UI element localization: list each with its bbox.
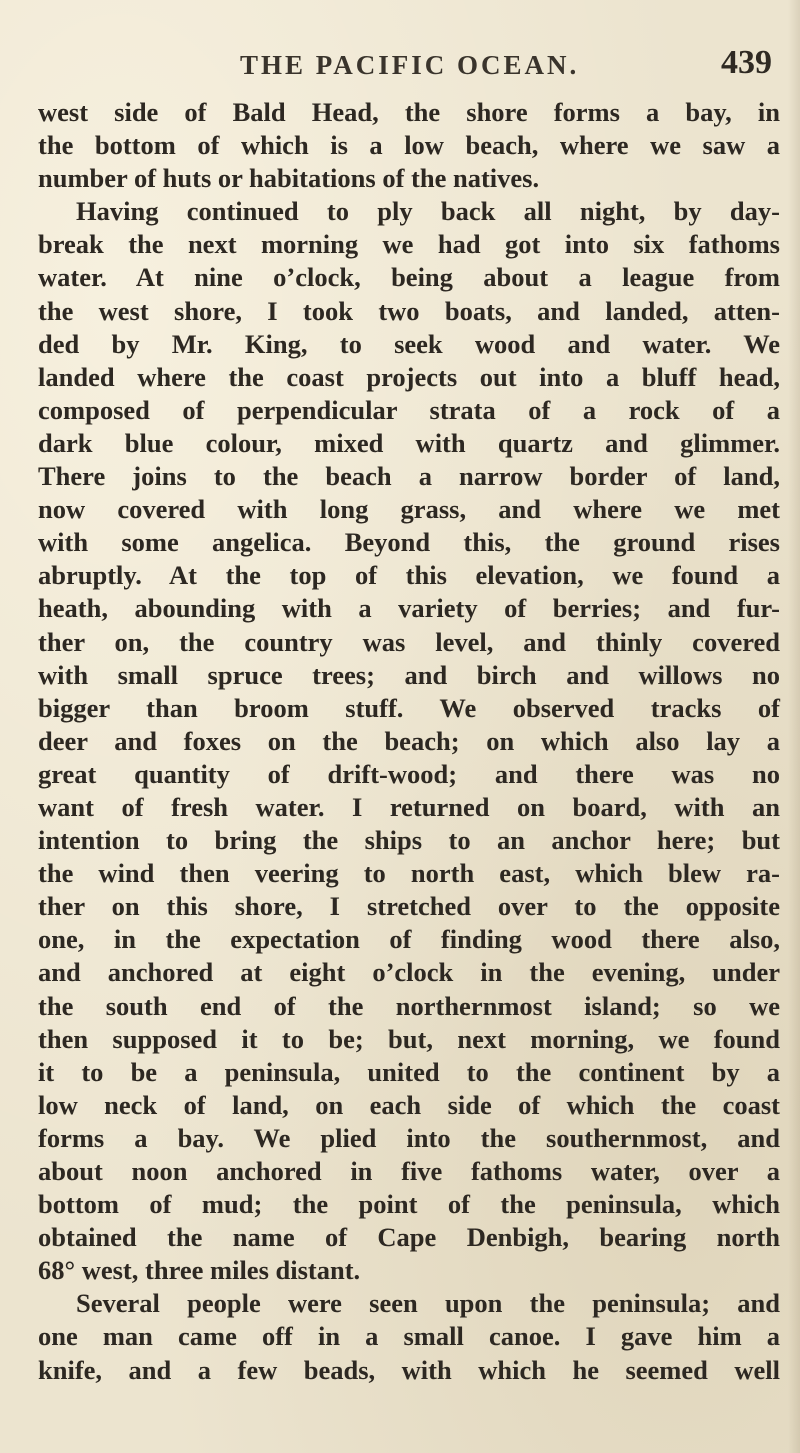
running-title: THE PACIFIC OCEAN. [240, 50, 580, 80]
text-line: the south end of the northernmost island; so we [38, 990, 780, 1021]
page-number: 439 [721, 44, 772, 81]
body-text [38, 96, 780, 1387]
text-line: the wind then veering to north east, which blew ra- [38, 858, 780, 889]
text-line: obtained the name of Cape Denbigh, bearing north [38, 1222, 780, 1253]
text-line: ded by Mr. King, to seek wood and water. We [38, 328, 780, 359]
text-line: dark blue colour, mixed with quartz and glimmer. [38, 427, 780, 458]
text-line: Several people were seen upon the peninsula; and [76, 1288, 780, 1319]
text-line: about noon anchored in five fathoms water, over a [38, 1156, 780, 1186]
text-line: 68° west, three miles distant. [38, 1255, 361, 1286]
text-line: now covered with long grass, and where we met [38, 494, 780, 525]
text-line: heath, abounding with a variety of berries; and fur- [38, 593, 780, 624]
text-line: low neck of land, on each side of which the coast [38, 1089, 780, 1120]
text-line: number of huts or habitations of the natives. [38, 163, 540, 194]
text-line: and anchored at eight o’clock in the evening, under [38, 957, 780, 988]
text-line: break the next morning we had got into six fathoms [38, 229, 780, 260]
text-line: water. At nine o’clock, being about a league from [38, 262, 780, 293]
text-line: composed of perpendicular strata of a rock of a [38, 394, 780, 425]
text-line: with small spruce trees; and birch and willows no [38, 659, 780, 690]
running-head [40, 44, 780, 94]
text-line: Having continued to ply back all night, by day- [76, 196, 780, 227]
text-line: great quantity of drift-wood; and there was no [38, 758, 780, 789]
text-line: ther on, the country was level, and thinly covered [38, 626, 780, 657]
text-line: it to be a peninsula, united to the continent by a [38, 1056, 780, 1087]
text-line: the west shore, I took two boats, and landed, atten- [38, 295, 780, 326]
text-line: west side of Bald Head, the shore forms a bay, in [38, 97, 780, 127]
text-line: deer and foxes on the beach; on which also lay a [38, 725, 780, 756]
text-line: bigger than broom stuff. We observed tracks of [38, 692, 780, 723]
text-line: then supposed it to be; but, next morning, we found [38, 1023, 780, 1054]
text-line: bottom of mud; the point of the peninsula, which [38, 1189, 780, 1220]
text-line: forms a bay. We plied into the southernmost, and [38, 1122, 780, 1153]
page-edge-shadow [788, 0, 800, 1453]
text-line: with some angelica. Beyond this, the ground rises [38, 527, 780, 558]
text-line: ther on this shore, I stretched over to the opposite [38, 891, 780, 922]
text-line: abruptly. At the top of this elevation, we found a [38, 560, 780, 591]
text-line: intention to bring the ships to an anchor here; but [38, 825, 780, 856]
text-line: the bottom of which is a low beach, where we saw a [38, 130, 780, 161]
text-line: knife, and a few beads, with which he seemed well [38, 1354, 780, 1385]
text-line: one man came off in a small canoe. I gave him a [38, 1321, 780, 1352]
text-line: There joins to the beach a narrow border of land, [38, 461, 780, 492]
text-line: one, in the expectation of finding wood there also, [38, 924, 780, 955]
text-line: want of fresh water. I returned on board, with an [38, 791, 780, 822]
text-line: landed where the coast projects out into a bluff head, [38, 361, 780, 392]
